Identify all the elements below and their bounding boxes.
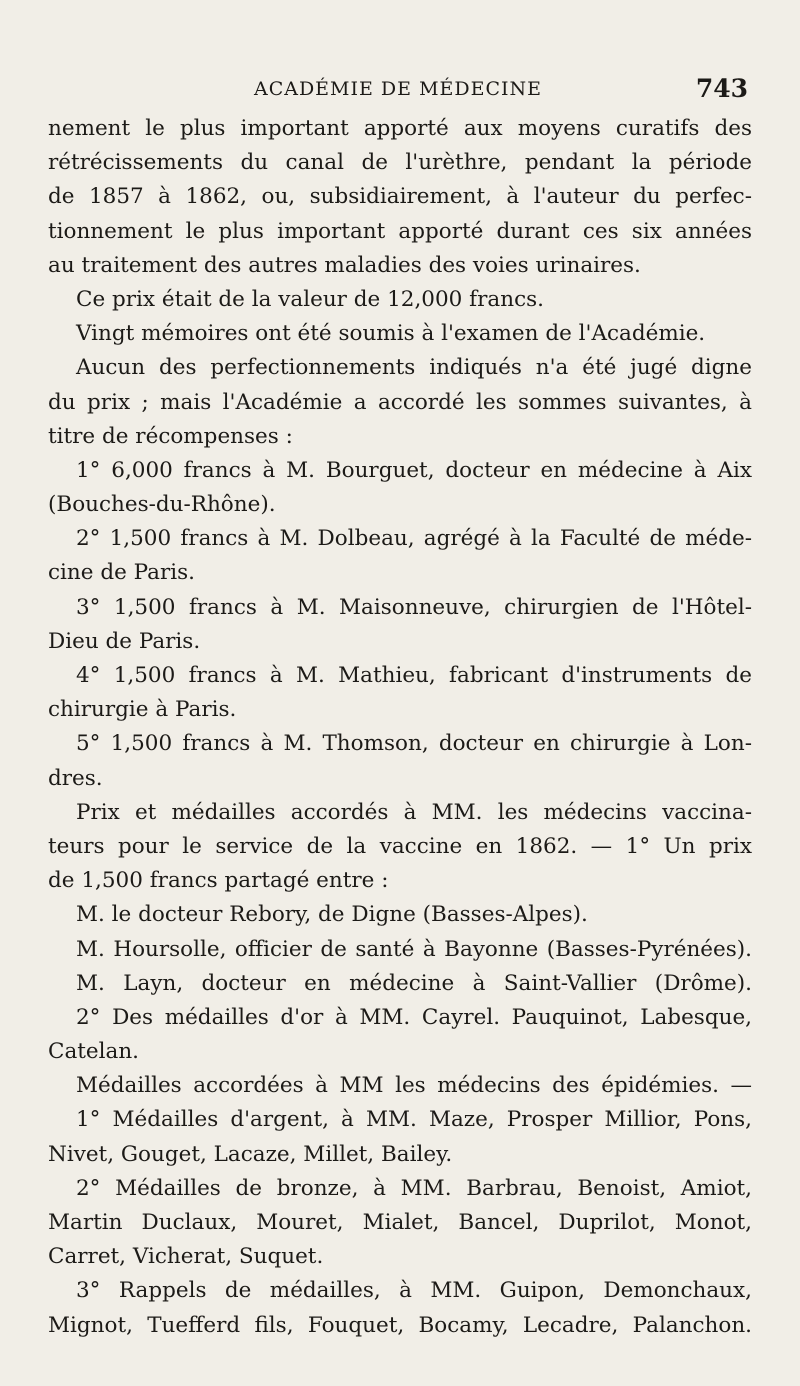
text-line: tionnement le plus important apporté durant ces six années xyxy=(48,218,752,244)
text-line: Dieu de Paris. xyxy=(48,628,201,654)
page-header xyxy=(48,74,748,108)
text-line: 1° Médailles d'argent, à MM. Maze, Prosper Millior, Pons, xyxy=(76,1107,752,1133)
text-line: teurs pour le service de la vaccine en 1862. — 1° Un prix xyxy=(48,833,752,859)
text-line: de 1857 à 1862, ou, subsidiairement, à l'auteur du perfec- xyxy=(48,184,752,210)
text-line: 2° Des médailles d'or à MM. Cayrel. Pauquinot, Labesque, xyxy=(76,1004,752,1030)
text-line: de 1,500 francs partagé entre : xyxy=(48,868,389,894)
text-line: Vingt mémoires ont été soumis à l'examen de l'Académie. xyxy=(76,321,706,347)
text-line: au traitement des autres maladies des voies urinaires. xyxy=(48,252,641,278)
text-line: 3° Rappels de médailles, à MM. Guipon, Demonchaux, xyxy=(76,1278,752,1304)
text-line: Mignot, Tuefferd fils, Fouquet, Bocamy, Lecadre, Palanchon. xyxy=(48,1312,752,1338)
text-line: Nivet, Gouget, Lacaze, Millet, Bailey. xyxy=(48,1141,453,1167)
text-line: nement le plus important apporté aux moyens curatifs des xyxy=(48,116,752,141)
text-line: cine de Paris. xyxy=(48,560,195,586)
text-line: M. Hoursolle, officier de santé à Bayonne (Basses-Pyrénées). xyxy=(76,936,752,962)
text-line: titre de récompenses : xyxy=(48,423,293,449)
text-line: 1° 6,000 francs à M. Bourguet, docteur en médecine à Aix xyxy=(76,457,752,483)
text-line: M. le docteur Rebory, de Digne (Basses-Alpes). xyxy=(76,902,588,928)
text-line: chirurgie à Paris. xyxy=(48,697,237,723)
text-line: Médailles accordées à MM les médecins des épidémies. — xyxy=(76,1073,752,1099)
text-line: Martin Duclaux, Mouret, Mialet, Bancel, Duprilot, Monot, xyxy=(48,1210,752,1235)
text-line: Aucun des perfectionnements indiqués n'a été jugé digne xyxy=(76,355,752,381)
text-line: Catelan. xyxy=(48,1039,140,1065)
text-line: (Bouches-du-Rhône). xyxy=(48,492,276,518)
text-line: Prix et médailles accordés à MM. les médecins vaccina- xyxy=(76,799,752,825)
text-line: 2° 1,500 francs à M. Dolbeau, agrégé à la Faculté de méde- xyxy=(76,526,752,552)
text-line: 4° 1,500 francs à M. Mathieu, fabricant d'instruments de xyxy=(76,663,752,688)
text-line: rétrécissements du canal de l'urèthre, pendant la période xyxy=(48,150,752,176)
running-head: ACADÉMIE DE MÉDECINE xyxy=(253,78,543,100)
text-line: dres. xyxy=(48,765,103,791)
text-line: M. Layn, docteur en médecine à Saint-Vallier (Drôme). xyxy=(76,970,752,996)
body-text xyxy=(48,112,752,1343)
text-line: 3° 1,500 francs à M. Maisonneuve, chirurgien de l'Hôtel- xyxy=(76,594,752,620)
page-number: 743 xyxy=(695,74,748,103)
text-line: 2° Médailles de bronze, à MM. Barbrau, Benoist, Amiot, xyxy=(76,1175,752,1201)
text-line: du prix ; mais l'Académie a accordé les sommes suivantes, à xyxy=(48,389,752,415)
text-line: Carret, Vicherat, Suquet. xyxy=(48,1244,324,1270)
text-line: Ce prix était de la valeur de 12,000 francs. xyxy=(76,286,544,312)
text-line: 5° 1,500 francs à M. Thomson, docteur en chirurgie à Lon- xyxy=(76,731,752,757)
